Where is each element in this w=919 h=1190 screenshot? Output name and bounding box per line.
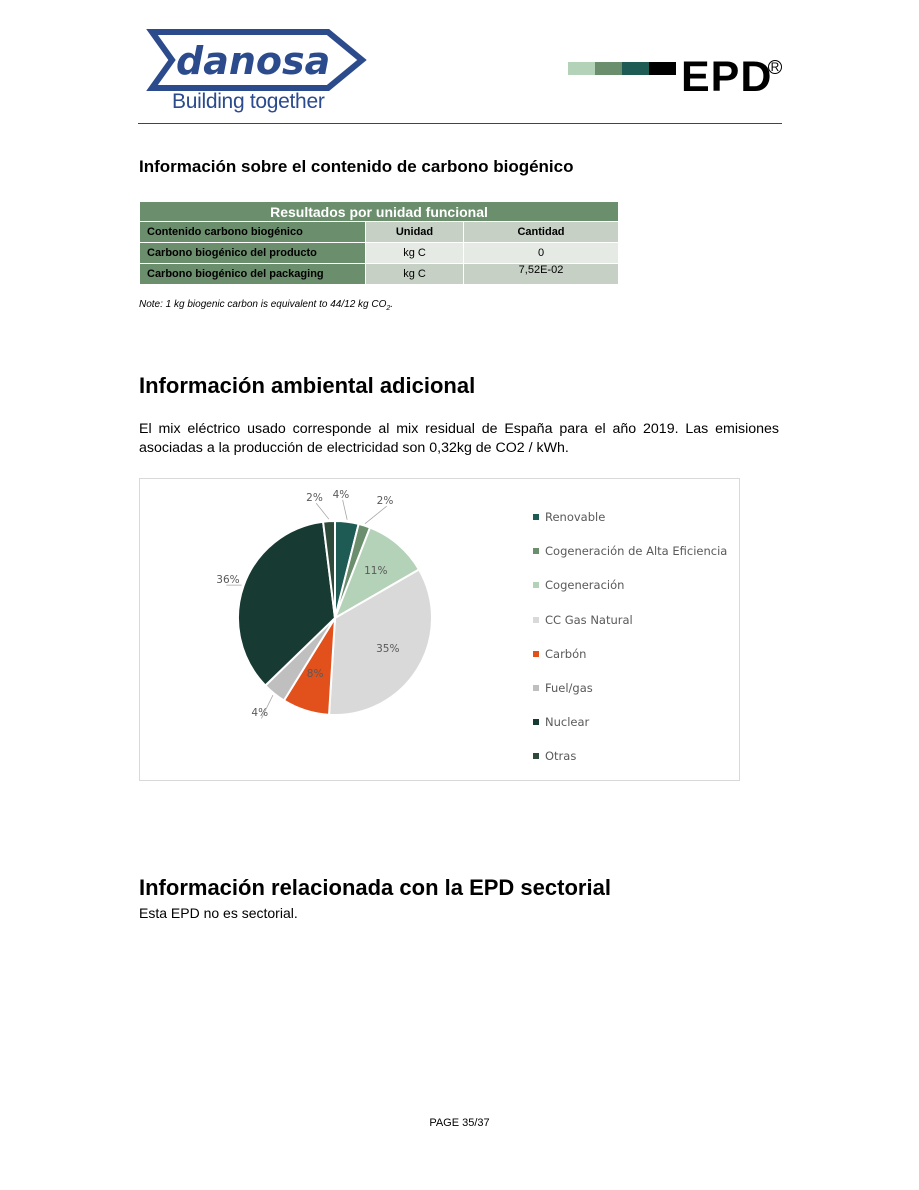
column-header-quantity: Cantidad <box>464 222 619 243</box>
legend-item <box>533 681 593 695</box>
biogenic-results-table <box>139 201 619 285</box>
legend-item <box>533 544 727 558</box>
epd-bar-4 <box>649 62 676 75</box>
row-unit: kg C <box>366 264 464 285</box>
header-divider <box>138 123 782 124</box>
legend-label: CC Gas Natural <box>545 612 633 627</box>
note-subscript: 2 <box>386 305 391 312</box>
registered-mark-icon: R <box>768 60 782 74</box>
legend-swatch <box>533 651 539 657</box>
pie-data-label: 35% <box>376 642 400 655</box>
pie-data-label: 8% <box>306 668 324 681</box>
epd-bar-3 <box>622 62 649 75</box>
legend-label: Nuclear <box>545 715 590 730</box>
note-text: Note: 1 kg biogenic carbon is equivalent to 44/12 kg CO <box>139 299 387 310</box>
legend-item <box>533 749 576 763</box>
danosa-logo-mark <box>146 28 368 92</box>
row-unit: kg C <box>366 243 464 264</box>
legend-label: Cogeneración de Alta Eficiencia <box>545 544 728 559</box>
pie-leader-line <box>316 503 329 519</box>
legend-label: Carbón <box>545 646 587 661</box>
environment-heading: Información ambiental adicional <box>139 373 476 398</box>
table-row <box>140 243 619 264</box>
legend-item <box>533 715 589 729</box>
legend-swatch <box>533 514 539 520</box>
biogenic-heading: Información sobre el contenido de carbono biogénico <box>139 157 574 176</box>
pie-data-label: 4% <box>332 488 350 501</box>
column-header-content: Contenido carbono biogénico <box>140 222 366 243</box>
legend-item <box>533 578 624 592</box>
row-label: Carbono biogénico del packaging <box>140 264 366 285</box>
row-value: 0 <box>464 243 619 264</box>
epd-bar-2 <box>595 62 622 75</box>
epd-bar-1 <box>568 62 595 75</box>
legend-swatch <box>533 582 539 588</box>
legend-swatch <box>533 719 539 725</box>
legend-item <box>533 613 633 627</box>
epd-color-bars <box>568 62 676 75</box>
legend-item <box>533 510 605 524</box>
legend-swatch <box>533 617 539 623</box>
biogenic-note <box>139 299 393 312</box>
legend-swatch <box>533 548 539 554</box>
legend-swatch <box>533 753 539 759</box>
pie-data-label: 4% <box>251 707 269 720</box>
table-title: Resultados por unidad funcional <box>140 202 619 222</box>
epd-logo-text: EPD <box>681 53 773 101</box>
electricity-mix-chart <box>139 478 740 781</box>
pie-data-label: 11% <box>364 565 388 578</box>
logo-tagline: Building together <box>172 90 325 113</box>
legend-label: Otras <box>545 749 577 764</box>
legend-item <box>533 647 586 661</box>
legend-label: Cogeneración <box>545 578 625 593</box>
row-value: 7,52E-02 <box>464 264 619 285</box>
pie-data-label: 36% <box>216 574 240 587</box>
legend-swatch <box>533 685 539 691</box>
legend-label: Renovable <box>545 510 606 524</box>
pie-data-label: 2% <box>306 492 323 505</box>
logo-wordmark: danosa <box>176 39 331 83</box>
pie-leader-line <box>343 500 348 520</box>
pie-leader-line <box>365 506 387 523</box>
column-header-unit: Unidad <box>366 222 464 243</box>
table-row <box>140 264 619 285</box>
pie-data-label: 2% <box>376 495 394 508</box>
sector-text: Esta EPD no es sectorial. <box>139 905 298 921</box>
note-end: . <box>390 299 394 310</box>
pie-chart <box>140 479 739 780</box>
legend-label: Fuel/gas <box>545 681 593 695</box>
page-number: PAGE 35/37 <box>429 1117 490 1129</box>
sector-heading: Información relacionada con la EPD sectorial <box>139 875 611 900</box>
environment-paragraph: El mix eléctrico usado corresponde al mix residual de España para el año 2019. Las emisiones asociadas a la producción de electricidad son 0,32kg de CO2 / kWh. <box>139 421 779 456</box>
row-label: Carbono biogénico del producto <box>140 243 366 264</box>
